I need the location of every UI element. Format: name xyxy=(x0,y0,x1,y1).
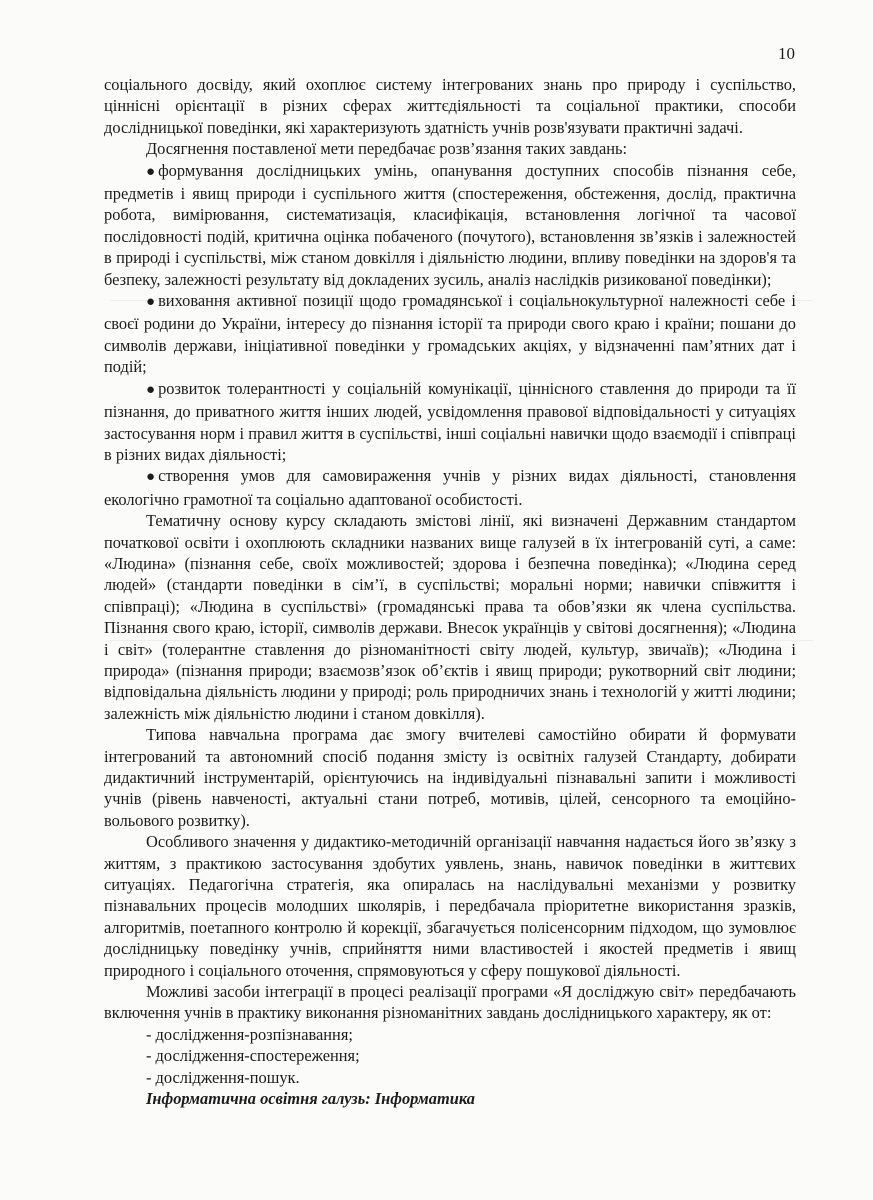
paragraph-integration-means: Можливі засоби інтеграції в процесі реалізації програми «Я досліджую світ» передбачають включення учнів в практику виконання різноманітних завдань дослідницького характеру, як от: xyxy=(104,982,796,1023)
list-item: - дослідження-пошук. xyxy=(146,1067,300,1087)
paragraph-program-flexibility: Типова навчальна програма дає змогу вчителеві самостійно обирати й формувати інтегрований та автономний спосіб подання змісту із освітніх галузей Стандарту, добирати дидактичний інструментарій, орієнтуючись на індивідуальні пізнавальні запити і можливості учнів (рівень навченості, актуальні стани потреб, мотивів, цілей, сенсорного та емоційно-вольового розвитку). xyxy=(104,725,796,830)
bullet-item-research-skills xyxy=(104,160,796,290)
bullet-item-tolerance xyxy=(104,378,796,466)
bullet-icon: ● xyxy=(146,294,156,311)
list-item: - дослідження-розпізнавання; xyxy=(146,1024,353,1044)
bullet-text: формування дослідницьких умінь, опанування доступних способів пізнання себе, предметів і явищ природи і суспільного життя (спостереження, обстеження, дослід, практична робота, вимірювання, систематизація, класифікація, встановлення логічної та часової послідовності подій, критична оцінка побаченого (почутого), встановлення зв’язків і залежностей в природі і суспільстві, між станом довкілля і діяльністю людини, впливу поведінки на здоров'я та безпеку, залежності результату від докладених зусиль, аналіз наслідків ризикованої поведінки); xyxy=(104,160,796,289)
page-body xyxy=(104,74,796,1110)
paragraph-tasks-intro: Досягнення поставленої мети передбачає розв’язання таких завдань: xyxy=(146,139,628,159)
bullet-item-self-expression xyxy=(104,465,796,510)
page-number: 10 xyxy=(778,44,795,63)
bullet-text: створення умов для самовираження учнів у різних видах діяльності, становлення екологічно грамотної та соціально адаптованої особистості. xyxy=(104,466,796,509)
paragraph-content-lines: Тематичну основу курсу складають змістові лінії, які визначені Державним стандартом початкової освіти і охоплюють складники названих вище галузей в їх інтегрованій суті, а саме: «Людина» (пізнання себе, своїх можливостей; здорова і безпечна поведінка); «Людина серед людей» (стандарти поведінки в сім’ї, в суспільстві; моральні норми; навички співжиття і співпраці); «Людина в суспільстві» (громадянські права та обов’язки як члена суспільства. Пізнання свого краю, історії, символів держави. Внесок українців у світові досягнення); «Людина і світ» (толерантне ставлення до різноманітності світу людей, культур, звичаїв); «Людина і природа» (пізнання природи; взаємозв’язок об’єктів і явищ природи; рукотворний світ людини; відповідальна діяльність людини у природі; роль природничих знань і технологій у житті людини; залежність між діяльністю людини і станом довкілля). xyxy=(104,511,796,723)
section-heading: Інформатична освітня галузь: Інформатика xyxy=(146,1089,475,1109)
bullet-item-civic-position xyxy=(104,290,796,378)
bullet-icon: ● xyxy=(146,469,156,486)
paragraph-didactic-organization: Особливого значення у дидактико-методичній організації навчання надається його зв’язку з життям, з практикою застосування здобутих уявлень, знань, навичок поведінки в життєвих ситуаціях. Педагогічна стратегія, яка опиралась на наслідувальні механізми у розвитку пізнавальних процесів молодших школярів, і передбачала пріоритетне використання зразків, алгоритмів, поетапного контролю й корекції, збагачується полісенсорним підходом, що зумовлює дослідницьку поведінку учнів, сприйняття ними властивостей і якостей предметів і явищ природного і соціального оточення, спрямовуються у сферу пошукової діяльності. xyxy=(104,832,796,980)
list-item: - дослідження-спостереження; xyxy=(146,1046,360,1066)
bullet-text: виховання активної позиції щодо громадянської і соціальнокультурної належності себе і своєї родини до України, інтересу до пізнання історії та природи свого краю і країни; пошани до символів держави, ініціативної поведінки у громадських акціях, у відзначенні пам’ятних дат і подій; xyxy=(104,291,796,377)
bullet-icon: ● xyxy=(146,381,156,398)
bullet-icon: ● xyxy=(146,163,156,180)
bullet-text: розвиток толерантності у соціальній комунікації, ціннісного ставлення до природи та її пізнання, до приватного життя інших людей, усвідомлення правової відповідальності у ситуаціях застосування норм і правил життя в суспільстві, інші соціальні навички щодо взаємодії і співпраці в різних видах діяльності; xyxy=(104,378,796,464)
paragraph-continuation: соціального досвіду, який охоплює систему інтегрованих знань про природу і суспільство, ціннісні орієнтації в різних сферах життєдіяльності та соціальної практики, способи дослідницької поведінки, які характеризують здатність учнів розв'язувати практичні задачі. xyxy=(104,75,796,137)
